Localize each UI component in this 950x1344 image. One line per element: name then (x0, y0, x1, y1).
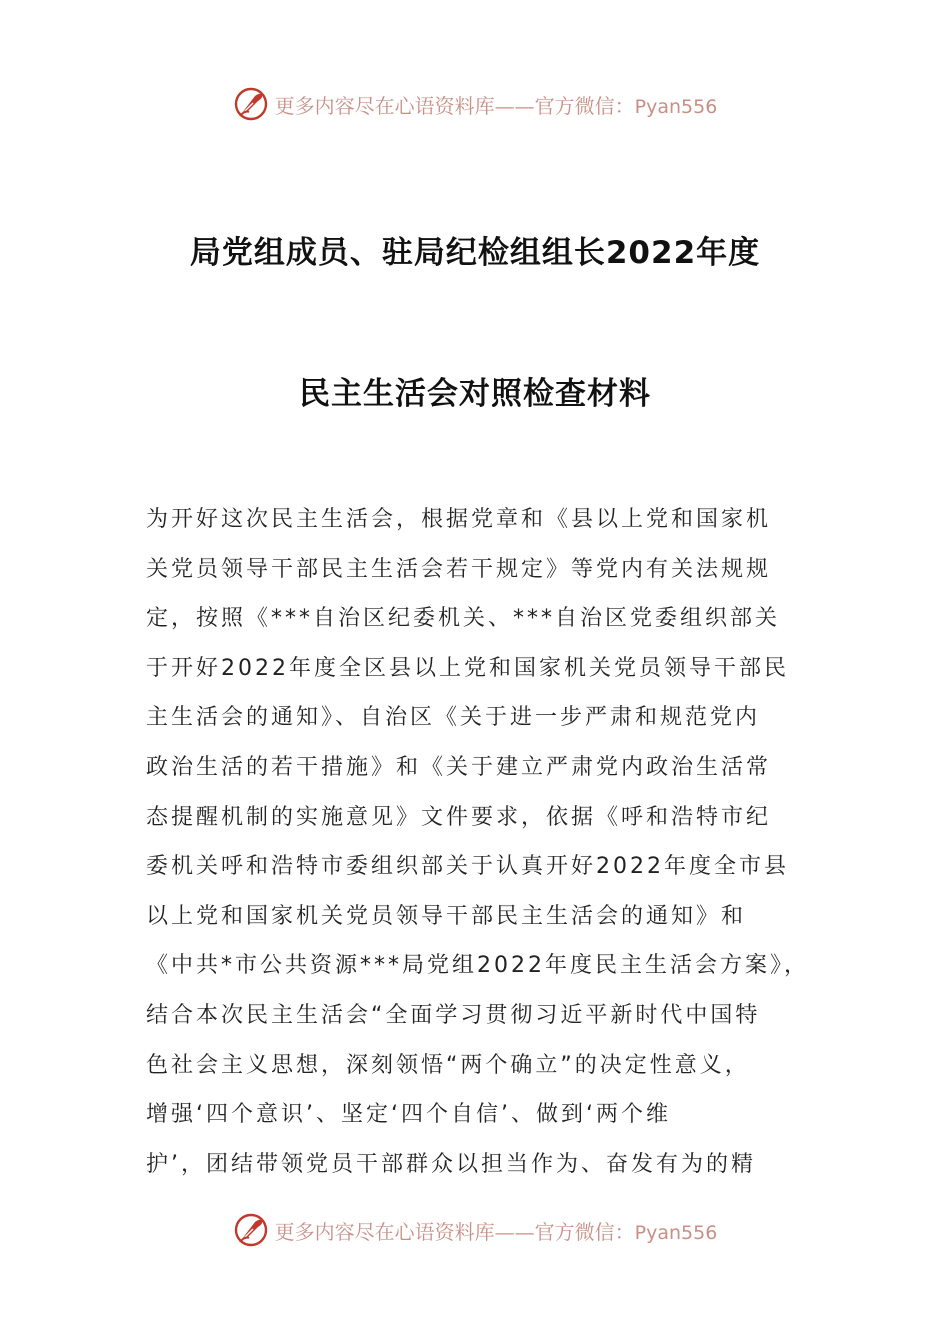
body-line: 定，按照《***自治区纪委机关、***自治区党委组织部关 (146, 606, 781, 632)
header-banner (0, 84, 950, 124)
body-line: 护’，团结带领党员干部群众以担当作为、奋发有为的精 (146, 1151, 756, 1177)
banner-wechat-id: Pyan556 (634, 95, 718, 118)
banner-slogan: 更多内容尽在心语资料库——官方微信： (274, 93, 635, 118)
body-line: 态提醒机制的实施意见》文件要求，依据《呼和浩特市纪 (146, 804, 772, 830)
body-line: 关党员领导干部民主生活会若干规定》等党内有关法规规 (146, 556, 772, 582)
body-line: 增强‘四个意识’、坚定‘四个自信’、做到‘两个维 (146, 1102, 671, 1128)
quill-pen-logo-icon (233, 1212, 269, 1248)
banner-slogan: 更多内容尽在心语资料库——官方微信： (274, 1219, 635, 1244)
body-line: 《中共*市公共资源***局党组2022年度民主生活会方案》， (146, 953, 809, 979)
document-title-line-2: 民主生活会对照检查材料 (299, 376, 651, 412)
body-line: 委机关呼和浩特市委组织部关于认真开好2022年度全市县 (146, 854, 789, 880)
footer-banner (0, 1210, 950, 1250)
document-title-line-1: 局党组成员、驻局纪检组组长2022年度 (189, 235, 761, 271)
body-line: 于开好2022年度全区县以上党和国家机关党员领导干部民 (146, 655, 789, 681)
body-line: 为开好这次民主生活会，根据党章和《县以上党和国家机 (146, 507, 772, 532)
banner-text (275, 90, 718, 119)
body-line: 政治生活的若干措施》和《关于建立严肃党内政治生活常 (146, 754, 772, 780)
document-body (146, 500, 814, 1194)
body-line: 色社会主义思想，深刻领悟“两个确立”的决定性意义， (146, 1052, 750, 1078)
body-line: 结合本次民主生活会“全面学习贯彻习近平新时代中国特 (146, 1002, 761, 1028)
banner-wechat-id: Pyan556 (634, 1221, 718, 1244)
banner-text (275, 1216, 718, 1245)
quill-pen-logo-icon (233, 86, 269, 122)
body-line: 以上党和国家机关党员领导干部民主生活会的通知》和 (146, 903, 747, 929)
body-line: 主生活会的通知》、自治区《关于进一步严肃和规范党内 (146, 705, 761, 731)
